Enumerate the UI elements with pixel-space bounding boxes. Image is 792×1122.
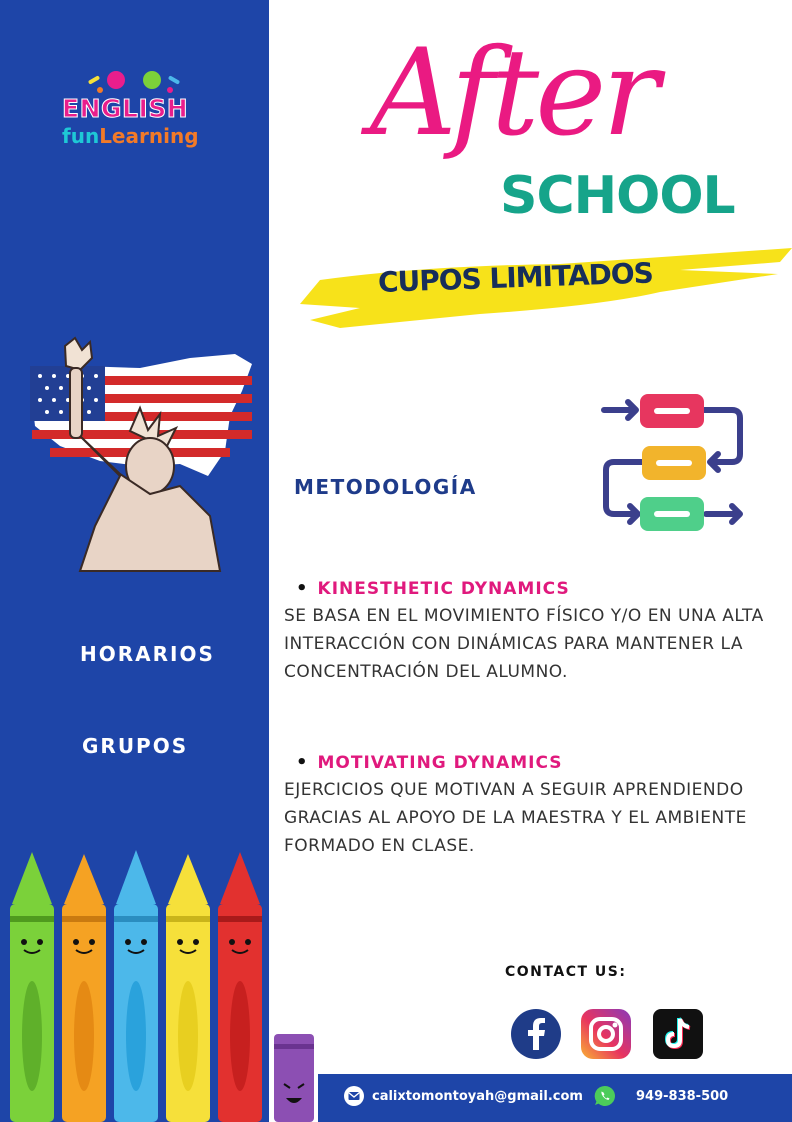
contact-phone[interactable]: 949-838-500	[636, 1089, 729, 1104]
kinesthetic-dynamics-heading: • KINESTHETIC DYNAMICS	[296, 578, 570, 599]
email-icon	[344, 1086, 364, 1106]
facebook-icon[interactable]	[510, 1008, 562, 1060]
sidebar	[0, 0, 269, 1122]
motivating-dynamics-heading: • MOTIVATING DYNAMICS	[296, 752, 563, 773]
horarios-label: HORARIOS	[80, 642, 215, 666]
motivating-dynamics-text: EJERCICIOS QUE MOTIVAN A SEGUIR APRENDIENDO GRACIAS AL APOYO DE LA MAESTRA Y EL AMBIENTE FORMADO EN CLASE.	[284, 780, 747, 856]
instagram-icon[interactable]	[580, 1008, 632, 1060]
logo-english-text: ENGLISH	[62, 94, 189, 123]
contact-us-title: CONTACT US:	[505, 964, 627, 980]
crayon-blue	[114, 850, 158, 1122]
logo-fun-text: fun	[62, 124, 100, 148]
crayon-red	[218, 852, 262, 1122]
metodologia-title: METODOLOGÍA	[294, 475, 477, 499]
tiktok-icon[interactable]	[652, 1008, 704, 1060]
crayon-orange	[62, 854, 106, 1122]
cupos-limitados-banner-text: CUPOS LIMITADOS	[377, 256, 654, 299]
crayon-purple	[270, 1034, 318, 1122]
english-fun-learning-logo	[52, 64, 222, 164]
process-flow-icon	[600, 390, 750, 540]
contact-email[interactable]: calixtomontoyah@gmail.com	[372, 1089, 583, 1104]
whatsapp-icon	[593, 1084, 617, 1108]
logo-fun-learning-text	[62, 124, 199, 148]
after-headline: After	[370, 24, 656, 163]
logo-learning-text: Learning	[99, 124, 199, 148]
grupos-label: GRUPOS	[82, 734, 189, 758]
school-headline: SCHOOL	[500, 166, 735, 226]
usa-liberty-illustration	[20, 336, 260, 576]
crayon-yellow	[166, 854, 210, 1122]
crayons-illustration	[0, 846, 269, 1122]
crayon-green	[10, 852, 54, 1122]
kinesthetic-dynamics-text: SE BASA EN EL MOVIMIENTO FÍSICO Y/O EN UNA ALTA INTERACCIÓN CON DINÁMICAS PARA MANTENER LA CONCENTRACIÓN DEL ALUMNO.	[284, 606, 764, 682]
